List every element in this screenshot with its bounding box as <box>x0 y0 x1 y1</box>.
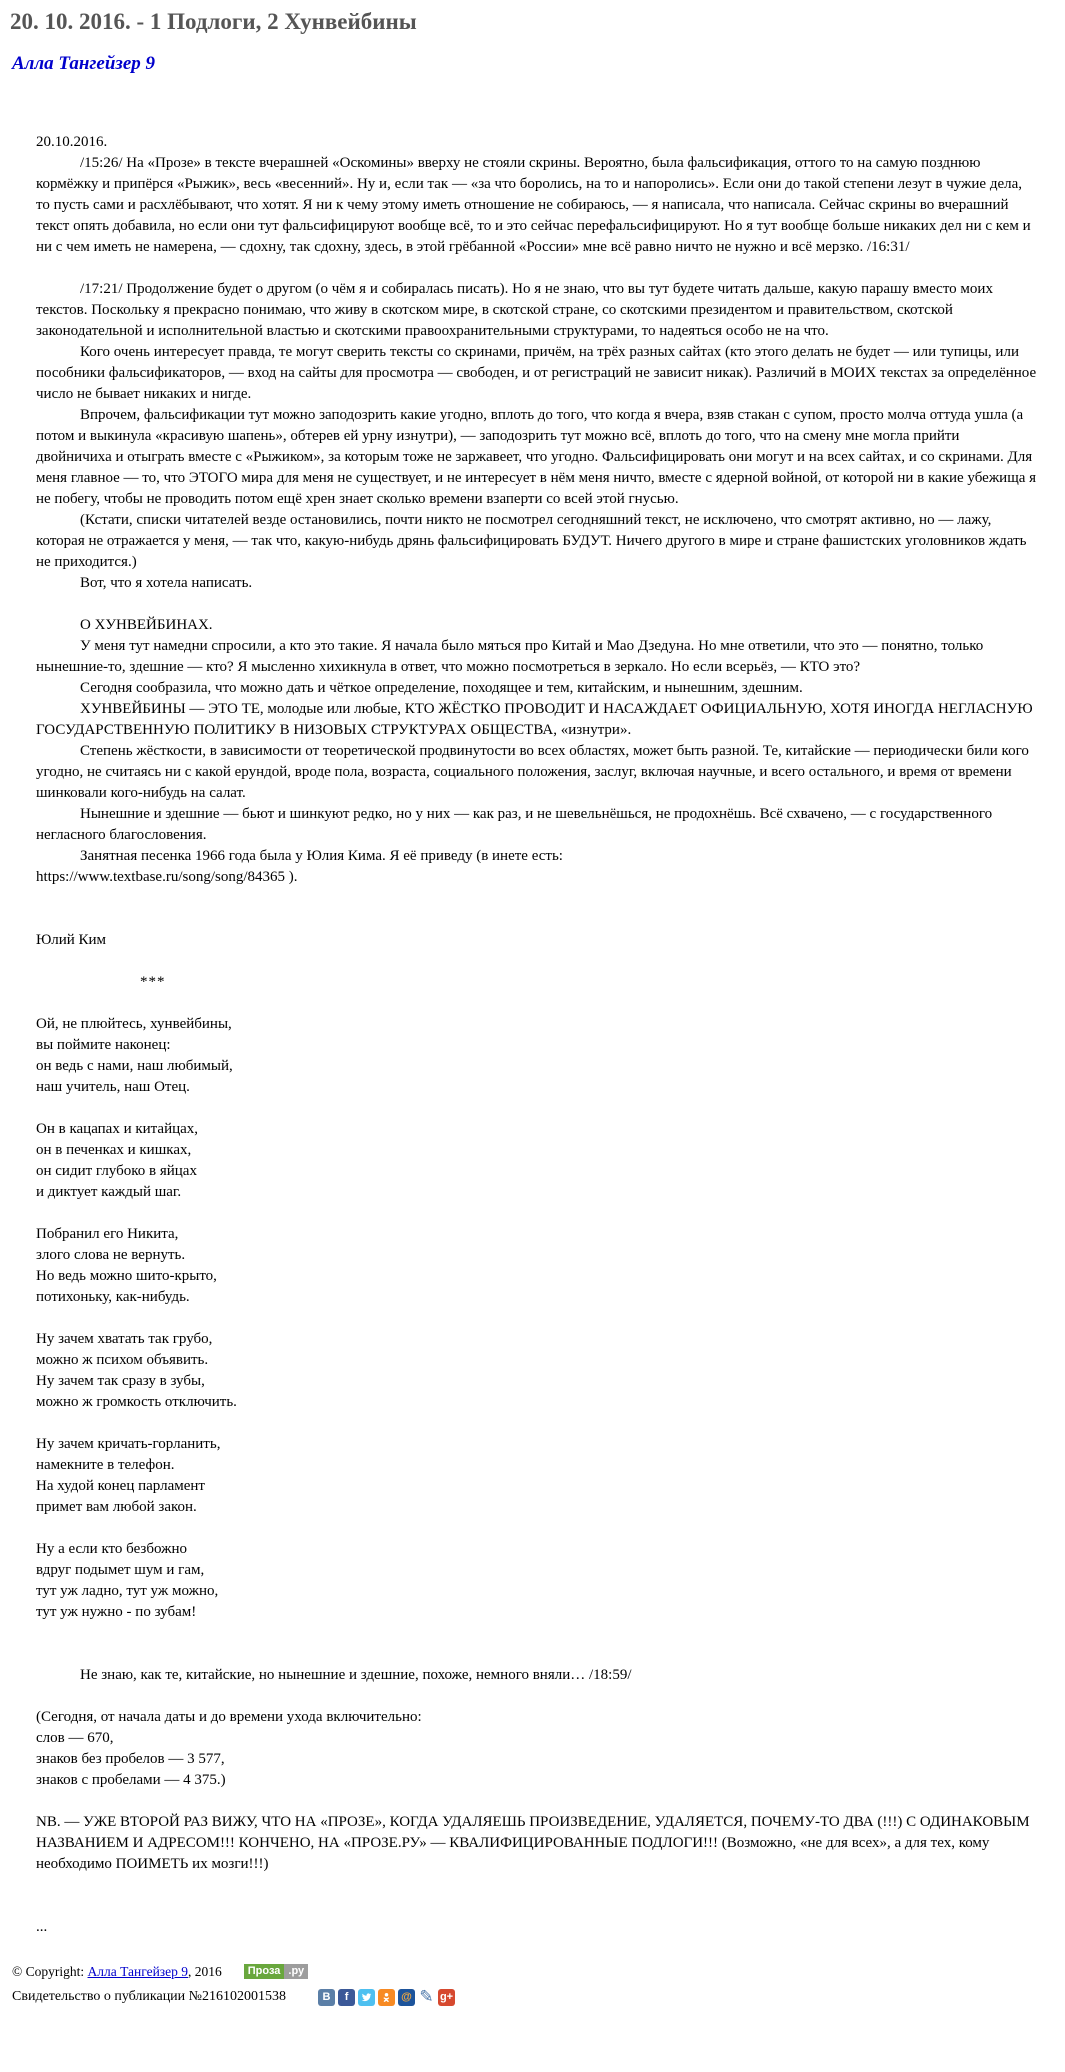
article-line: он ведь с нами, наш любимый, <box>36 1057 233 1074</box>
article-line: Ну зачем так сразу в зубы, <box>36 1372 205 1389</box>
article-line: Степень жёсткости, в зависимости от теоретической продвинутости во всех областях, может быть разной. Те, китайские — периодически били кого угодно, не считаясь ни с какой ерундой, вроде пола, возраста, социального положения, заслуг, включая научные, и всего остального, и время от времени шинковали кого-нибудь на салат. <box>36 742 1033 801</box>
article-line: злого слова не вернуть. <box>36 1246 186 1263</box>
article-spacer <box>36 888 1037 909</box>
article-line: знаков с пробелами — 4 375.) <box>36 1771 226 1788</box>
article-line: /17:21/ Продолжение будет о другом (о чём я и собиралась писать). Но я не знаю, что вы тут будете читать дальше, какую парашу вместо моих текстов. Поскольку я прекрасно понимаю, что живу в скотском мире, в скотской стране, со скотскими президентом и правительством, скотской законодательной и исполнительной властью и скотскими правоохранительными структурами, то надеяться особо не на что. <box>36 280 997 339</box>
article-spacer <box>36 1896 1037 1917</box>
copyright-row <box>12 1964 1065 1980</box>
article-line: потихоньку, как-нибудь. <box>36 1288 190 1305</box>
article-line: Ну зачем кричать-горланить, <box>36 1435 221 1452</box>
article-line: можно ж громкость отключить. <box>36 1393 237 1410</box>
article-line: NB. — УЖЕ ВТОРОЙ РАЗ ВИЖУ, ЧТО НА «ПРОЗЕ», КОГДА УДАЛЯЕШЬ ПРОИЗВЕДЕНИЕ, УДАЛЯЕТСЯ, ПОЧЕМУ-ТО ДВА (!!!) С ОДИНАКОВЫМ НАЗВАНИЕМ И АДРЕСОМ!!! КОНЧЕНО, НА «ПРОЗЕ.РУ» — КВАЛИФИЦИРОВАННЫЕ ПОДЛОГИ!!! (Возможно, «не для всех», а для тех, кому необходимо ПОИМЕТЬ их мозги!!!) <box>36 1813 1034 1872</box>
facebook-icon[interactable]: f <box>338 1989 355 2006</box>
googleplus-icon[interactable]: g+ <box>438 1989 455 2006</box>
article-line: знаков без пробелов — 3 577, <box>36 1750 225 1767</box>
article-spacer <box>36 1623 1037 1644</box>
article-line: Кого очень интересует правда, те могут сверить тексты со скринами, причём, на трёх разных сайтах (кто этого делать не будет — или тупицы, или пособники фальсификаторов, — вход на сайты для просмотра — свободен, и от регистраций не зависит никак). Различий в МОИХ текстах за определённое число не бывает никаких и нигде. <box>36 343 1040 402</box>
article-spacer <box>36 993 1037 1014</box>
page-title: 20. 10. 2016. - 1 Подлоги, 2 Хунвейбины <box>10 9 417 34</box>
article-spacer <box>36 1644 1037 1665</box>
article-line: и диктует каждый шаг. <box>36 1183 182 1200</box>
article-line: Ну а если кто безбожно <box>36 1540 187 1557</box>
article-line: слов — 670, <box>36 1729 114 1746</box>
article-line: намекните в телефон. <box>36 1456 175 1473</box>
article-line: Не знаю, как те, китайские, но нынешние и здешние, похоже, немного вняли… /18:59/ <box>80 1666 632 1683</box>
article-line: (Кстати, списки читателей везде остановились, почти никто не посмотрел сегодняшний текст, не исключено, что смотрят активно, но — лажу, которая не отражается у меня, — так что, какую-нибудь дрянь фальсифицировать БУДУТ. Ничего другого в мире и стране фашистских уголовников ждать не приходится.) <box>36 511 1031 570</box>
article-line: он в печенках и кишках, <box>36 1141 192 1158</box>
article-spacer <box>36 1203 1037 1224</box>
article-line: 20.10.2016. <box>36 133 108 150</box>
footer-author-link[interactable]: Алла Тангейзер 9 <box>87 1963 189 1979</box>
article-line: ... <box>36 1918 48 1935</box>
article-spacer <box>36 909 1037 930</box>
article-line: Вот, что я хотела написать. <box>80 574 253 591</box>
article-spacer <box>36 1413 1037 1434</box>
article-line: Сегодня сообразила, что можно дать и чёткое определение, походящее и тем, китайским, и нынешним, здешним. <box>80 679 803 696</box>
article-spacer <box>36 258 1037 279</box>
article-line: примет вам любой закон. <box>36 1498 197 1515</box>
author-link[interactable]: Алла Тангейзер 9 <box>12 52 156 74</box>
article-line: *** <box>140 973 166 990</box>
article-spacer <box>36 1791 1037 1812</box>
article-line: можно ж психом объявить. <box>36 1351 209 1368</box>
article-line: ХУНВЕЙБИНЫ — ЭТО ТЕ, молодые или любые, КТО ЖЁСТКО ПРОВОДИТ И НАСАЖДАЕТ ОФИЦИАЛЬНУЮ, ХОТЯ ИНОГДА НЕГЛАСНУЮ ГОСУДАРСТВЕННУЮ ПОЛИТИКУ В НИЗОВЫХ СТРУКТУРАХ ОБЩЕСТВА, «изнутри». <box>36 700 1037 738</box>
article-body <box>36 132 1040 1938</box>
social-share-icons <box>318 1989 458 2006</box>
article-line: На худой конец парламент <box>36 1477 205 1494</box>
footer <box>12 1964 1065 2006</box>
article-line: он сидит глубоко в яйцах <box>36 1162 197 1179</box>
article-line: Нынешние и здешние — бьют и шинкуют редко, но у них — как раз, и не шевельнёшься, не продохнёшь. Всё схвачено, — с государственного негласного благословения. <box>36 805 996 843</box>
article-line: О ХУНВЕЙБИНАХ. <box>80 616 213 633</box>
article-line: (Сегодня, от начала даты и до времени ухода включительно: <box>36 1708 422 1725</box>
article-line: У меня тут намедни спросили, а кто это такие. Я начала было мяться про Китай и Мао Дзедуна. Но мне ответили, что это — понятно, только нынешние-то, здешние — кто? Я мысленно хихикнула в ответ, что можно посмотреться в зеркало. Но если всерьёз, — КТО это? <box>36 637 987 675</box>
article-line: Юлий Ким <box>36 931 107 948</box>
article-line: наш учитель, наш Отец. <box>36 1078 190 1095</box>
proza-badge-green-label: Проза <box>244 1964 285 1979</box>
certificate-row <box>12 1989 1065 2006</box>
article-line: Ой, не плюйтесь, хунвейбины, <box>36 1015 232 1032</box>
article-spacer <box>36 1098 1037 1119</box>
article-line: Побранил его Никита, <box>36 1225 179 1242</box>
proza-badge-gray-label: .ру <box>284 1964 308 1979</box>
article-line: https://www.textbase.ru/song/song/84365 ). <box>36 868 298 885</box>
article-spacer <box>36 951 1037 972</box>
article-spacer <box>36 594 1037 615</box>
moymir-icon[interactable]: @ <box>398 1989 415 2006</box>
livejournal-icon[interactable]: ✎ <box>419 1987 434 2008</box>
certificate-number: Свидетельство о публикации №216102001538 <box>12 1989 287 2005</box>
article-line: Впрочем, фальсификации тут можно заподозрить какие угодно, вплоть до того, что когда я вчера, взяв стакан с супом, просто молча оттуда ушла (а потом и выкинула «красивую шапень», обтерев ей урну изнутри), — заподозрить тут можно всё, вплоть до того, что на смену мне могла прийти двойничиха и отыграть вместе с «Рыжиком», за которым тоже не заржавеет, что угодно. Фальсифицировать они могут и на всех сайтах, и со скринами. Для меня главное — то, что ЭТОГО мира для меня не существует, и не интересует в нём меня ничто, вместе с ядерной войной, от которой ни в какие убежища я не побегу, чтобы не проводить потом ещё хрен знает сколько времени взаперти со всей этой гнусью. <box>36 406 1040 507</box>
article-line: Но ведь можно шито-крыто, <box>36 1267 217 1284</box>
article-spacer <box>36 1308 1037 1329</box>
article-line: вдруг подымет шум и гам, <box>36 1561 205 1578</box>
article-line: Занятная песенка 1966 года была у Юлия Кима. Я её приведу (в инете есть: <box>80 847 563 864</box>
copyright-year: , 2016 <box>188 1963 222 1979</box>
article-spacer <box>36 1875 1037 1896</box>
odnoklassniki-icon[interactable] <box>378 1989 395 2006</box>
article-line: тут уж нужно - по зубам! <box>36 1603 197 1620</box>
proza-ru-badge[interactable] <box>244 1964 308 1979</box>
vk-icon[interactable]: В <box>318 1989 335 2006</box>
article-line: Ну зачем хватать так грубо, <box>36 1330 213 1347</box>
article-line: вы поймите наконец: <box>36 1036 171 1053</box>
article-line: /15:26/ На «Прозе» в тексте вчерашней «Оскомины» вверху не стояли скрины. Вероятно, была фальсификация, оттого то на самую позднюю кормёжку и припёрся «Рыжик», весь «весенний». Ну и, если так — «за что боролись, на то и напоролись». Если они до такой степени лезут в чужие дела, то пусть сами и расхлёбывают, что хотят. Я ни к чему этому иметь отношение не собираюсь, — я написала, что написала. Сейчас скрины во вчерашний текст опять добавила, но если они тут фальсифицируют вообще всё, то и это сейчас перефальсифицируют. Но я тут вообще больше никаких дел ни с кем и ни с чем иметь не намерена, — сдохну, так сдохну, здесь, в этой грёбанной «России» мне всё равно ничто не нужно и всё мерзко. /16:31/ <box>36 154 1035 255</box>
article-line: тут уж ладно, тут уж можно, <box>36 1582 219 1599</box>
article-line: Он в кацапах и китайцах, <box>36 1120 199 1137</box>
article-spacer <box>36 1686 1037 1707</box>
copyright-prefix: © Copyright: <box>12 1963 88 1979</box>
twitter-icon[interactable] <box>358 1989 375 2006</box>
article-spacer <box>36 1518 1037 1539</box>
